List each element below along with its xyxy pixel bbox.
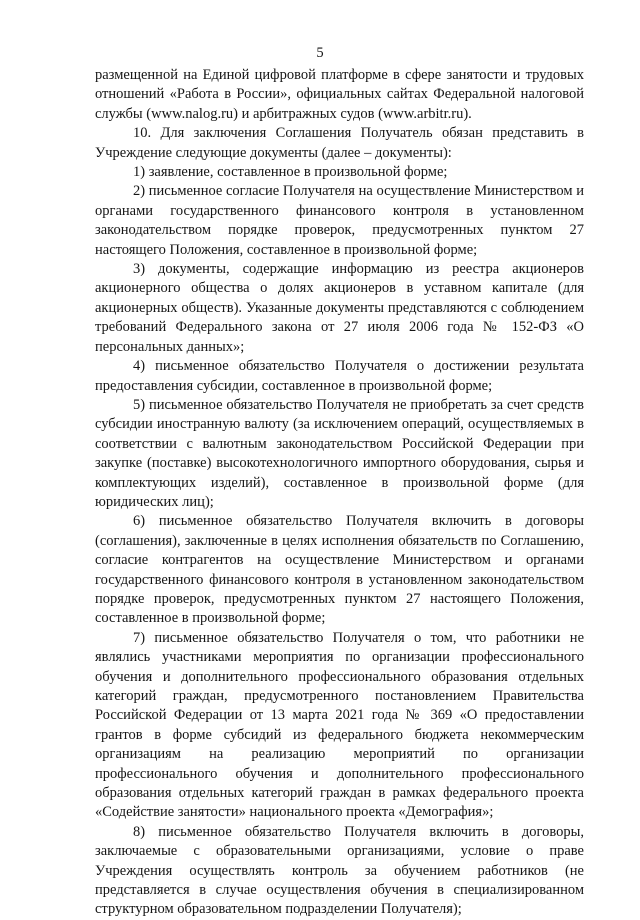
list-item-2: 2) письменное согласие Получателя на осуществление Министерством и органами государственного финансового контроля в установленном законодательством порядке проверок, предусмотренных пунктом 27 настоящего Положения, составленное в произвольной форме;	[95, 183, 584, 258]
page-number: 5	[316, 45, 324, 61]
list-item-5: 5) письменное обязательство Получателя не приобретать за счет средств субсидии иностранную валюту (за исключением операций, осуществляемых в соответствии с валютным законодательством Российской Федерации при закупке (поставке) высокотехнологичного импортного оборудования, сырья и комплектующих изделий), составленное в произвольной форме (для юридических лиц);	[95, 396, 584, 510]
paragraph-item-10: 10. Для заключения Соглашения Получатель обязан представить в Учреждение следующие документы (далее – документы):	[95, 125, 584, 161]
list-item-1: 1) заявление, составленное в произвольной форме;	[133, 164, 448, 181]
list-item-3: 3) документы, содержащие информацию из реестра акционеров акционерного общества о долях акционеров в уставном капитале (для акционерных обществ). Указанные документы представляются с соблюдением требований Федерального закона от 27 июля 2006 года № 152-ФЗ «О персональных данных»;	[95, 261, 584, 355]
list-item-6: 6) письменное обязательство Получателя включить в договоры (соглашения), заключенные в целях исполнения обязательств по Соглашению, согласие контрагентов на осуществление Министерством и органами государственного финансового контроля в установленном законодательством порядке проверок, предусмотренных пунктом 27 настоящего Положения, составленное в произвольной форме;	[95, 513, 584, 627]
list-item-8: 8) письменное обязательство Получателя включить в договоры, заключаемые с образовательными организациями, условие о праве Учреждения осуществлять контроль за обучением работников (не представляется в случае осуществления обучения в специализированном структурном образовательном подразделении Получателя);	[95, 823, 584, 918]
paragraph-continuation: размещенной на Единой цифровой платформе в сфере занятости и трудовых отношений «Работа в России», официальных сайтах Федеральной налоговой службы (www.nalog.ru) и арбитражных судов (www.arbitr.ru).	[95, 67, 584, 122]
list-item-4: 4) письменное обязательство Получателя о достижении результата предоставления субсидии, составленное в произвольной форме;	[95, 358, 584, 394]
document-body	[95, 66, 584, 920]
list-item-7: 7) письменное обязательство Получателя о том, что работники не являлись участниками мероприятия по организации профессионального обучения и дополнительного профессионального образования отдельных категорий граждан, предусмотренного постановлением Правительства Российской Федерации от 13 марта 2021 года № 369 «О предоставлении грантов в форме субсидий из федерального бюджета некоммерческим организациям на реализацию мероприятий по организации профессионального обучения и дополнительного профессионального образования отдельных категорий граждан в рамках федерального проекта «Содействие занятости» национального проекта «Демография»;	[95, 629, 584, 821]
